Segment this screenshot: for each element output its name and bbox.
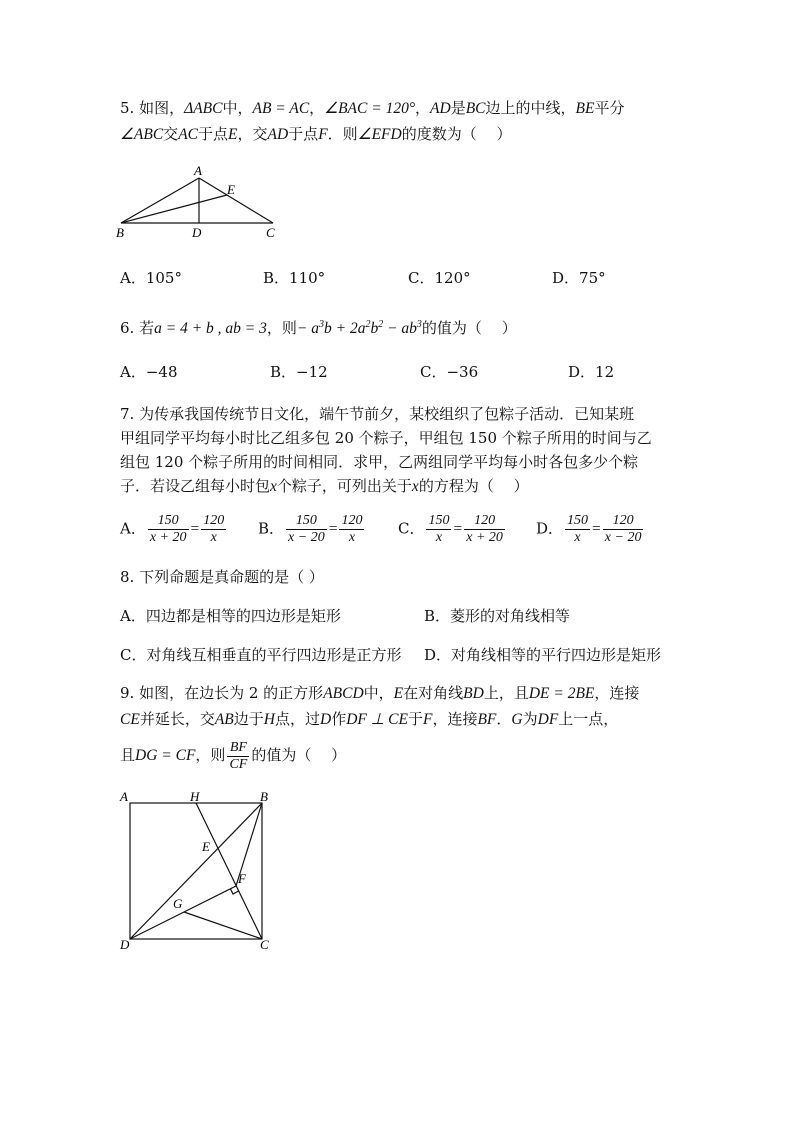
label-a: A bbox=[120, 789, 128, 804]
label-g: G bbox=[173, 896, 183, 911]
label-e: E bbox=[227, 182, 235, 197]
q6-stem: 6. 若a = 4 + b , ab = 3，则− $a^3b + 2a^2b^2 - ab^3$的值为（ ） bbox=[120, 319, 517, 338]
q8-option-d[interactable]: D．对角线相等的平行四边形是矩形 bbox=[424, 646, 662, 664]
label-e: E bbox=[202, 839, 210, 854]
label-a: A bbox=[194, 163, 202, 178]
q7-stem-line-1: 7. 为传承我国传统节日文化，端午节前夕，某校组织了包粽子活动．已知某班 bbox=[120, 405, 635, 423]
q7-option-c[interactable]: C． $\frac{150}{x}$ = $\frac{120}{x + 20}$ bbox=[398, 513, 503, 545]
fraction: $\frac{150}{x}$ bbox=[428, 513, 450, 545]
q5-option-c[interactable]: C．120° bbox=[408, 269, 471, 287]
label-d: D bbox=[192, 225, 202, 240]
segment-df bbox=[130, 886, 236, 939]
q5-stem-line-1: 5. 如图，ΔABC中，AB = AC，∠BAC = 120°，AD是BC边上的中线，BE平分 bbox=[120, 99, 625, 117]
segment-be bbox=[121, 195, 227, 223]
fraction: $\frac{BF}{CF}$ bbox=[229, 739, 248, 772]
fraction: $\frac{120}{x}$ bbox=[203, 513, 225, 545]
fraction: $\frac{120}{x - 20}$ bbox=[604, 513, 642, 545]
fraction: $\frac{120}{x}$ bbox=[341, 513, 363, 545]
q6-option-c[interactable]: C．−36 bbox=[420, 363, 479, 381]
q8-option-a[interactable]: A．四边都是相等的四边形是矩形 bbox=[120, 607, 341, 625]
label-d: D bbox=[120, 937, 130, 952]
fraction: $\frac{150}{x}$ bbox=[567, 513, 589, 545]
q7-option-a[interactable]: A． $\frac{150}{x + 20}$ = $\frac{120}{x}$ bbox=[120, 513, 225, 545]
q6-option-b[interactable]: B．−12 bbox=[270, 363, 328, 381]
q7-option-d[interactable]: D． $\frac{150}{x}$ = $\frac{120}{x - 20}$ bbox=[536, 513, 642, 545]
q7-stem-line-2: 甲组同学平均每小时比乙组多包 20 个粽子，甲组包 150 个粽子所用的时间与乙 bbox=[120, 429, 652, 447]
q7-option-b[interactable]: B． $\frac{150}{x - 20}$ = $\frac{120}{x}$ bbox=[258, 513, 363, 545]
q8-stem: 8. 下列命题是真命题的是（ ） bbox=[120, 568, 324, 586]
segment-ab bbox=[121, 178, 199, 223]
label-b: B bbox=[116, 225, 124, 240]
label-c: C bbox=[260, 937, 269, 952]
question-number: 6. bbox=[120, 319, 135, 338]
q6-option-d[interactable]: D．12 bbox=[568, 363, 615, 381]
right-angle-mark bbox=[231, 889, 239, 894]
question-number: 5. bbox=[120, 99, 135, 117]
segment-ac bbox=[199, 178, 273, 223]
fraction: $\frac{150}{x + 20}$ bbox=[149, 513, 187, 545]
label-b: B bbox=[260, 789, 268, 804]
label-f: F bbox=[238, 871, 246, 886]
q5-option-a[interactable]: A．105° bbox=[120, 269, 182, 287]
q9-stem-line-1: 9. 如图，在边长为 2 的正方形ABCD中，E在对角线BD上，且DE = 2BE，连接 bbox=[120, 684, 640, 702]
label-c: C bbox=[266, 225, 275, 240]
q7-stem-line-3: 组包 120 个粽子所用的时间相同．求甲，乙两组同学平均每小时各包多少个粽 bbox=[120, 453, 639, 471]
square-figure bbox=[112, 784, 292, 954]
q5-option-d[interactable]: D．75° bbox=[552, 269, 606, 287]
q5-option-b[interactable]: B．110° bbox=[263, 269, 326, 287]
q9-stem-line-3: 且DG = CF，则 $\frac{BF}{CF}$ 的值为（ ） bbox=[120, 739, 347, 772]
label-h: H bbox=[190, 789, 200, 804]
q8-option-b[interactable]: B．菱形的对角线相等 bbox=[424, 607, 571, 625]
segment-ch bbox=[196, 803, 262, 939]
q5-stem-line-2: ∠ABC交AC于点E，交AD于点F．则∠EFD的度数为（ ） bbox=[120, 125, 512, 143]
fraction: $\frac{120}{x + 20}$ bbox=[466, 513, 503, 545]
question-number: 9. bbox=[120, 684, 135, 702]
q9-stem-line-2: CE并延长，交AB边于H点，过D作DF ⊥ CE于F，连接BF．G为DF上一点， bbox=[120, 710, 619, 728]
q8-option-c[interactable]: C．对角线互相垂直的平行四边形是正方形 bbox=[120, 646, 402, 664]
q7-stem-line-4: 子．若设乙组每小时包x个粽子，可列出关于x的方程为（ ） bbox=[120, 477, 529, 495]
q6-option-a[interactable]: A．−48 bbox=[120, 363, 178, 381]
triangle-figure bbox=[110, 160, 290, 242]
fraction: $\frac{150}{x - 20}$ bbox=[288, 513, 325, 545]
